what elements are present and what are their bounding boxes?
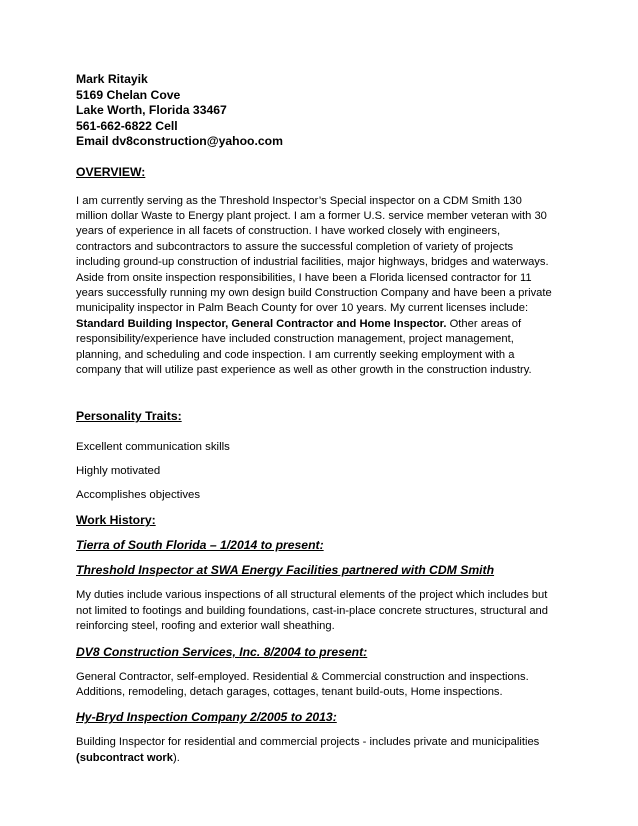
- overview-line: contractors and subcontractors to assure the successful completion of variety of projects: [76, 240, 514, 253]
- job-threshold-heading: Threshold Inspector at SWA Energy Facilities partnered with CDM Smith: [76, 563, 495, 578]
- resume-page: [76, 72, 566, 766]
- overview-line: Aside from onsite inspection responsibilities, I have been a Florida licensed contractor for 11: [76, 271, 532, 284]
- overview-paragraph: [76, 194, 566, 379]
- duties-line: not limited to footings and building foundations, cast-in-place concrete structures, structural and: [76, 604, 548, 617]
- overview-line: years of experience in all facets of construction. I have worked closely with engineers,: [76, 225, 501, 238]
- licenses-bold: Standard Building Inspector, General Contractor and Home Inspector.: [76, 317, 447, 330]
- dv8-line: Additions, remodeling, detach garages, cottages, tenant build-outs, Home inspections.: [76, 686, 503, 698]
- contact-phone: 561-662-6822 Cell: [76, 118, 178, 133]
- trait-item: Accomplishes objectives: [76, 489, 201, 502]
- trait-item: Highly motivated: [76, 465, 161, 478]
- work-history-heading: Work History:: [76, 513, 156, 528]
- overview-line: years successfully running my own design build Construction Company and have been a private: [76, 286, 552, 299]
- trait-item: Excellent communication skills: [76, 441, 230, 454]
- overview-line: company that will utilize past experience as well as other growth in the construction industry.: [76, 363, 532, 376]
- personality-heading: Personality Traits:: [76, 409, 182, 424]
- overview-line: responsibility/experience have included construction management, project management,: [76, 333, 514, 346]
- contact-email: Email dv8construction@yahoo.com: [76, 134, 283, 148]
- job-hybryd-heading: Hy-Bryd Inspection Company 2/2005 to 2013:: [76, 710, 337, 725]
- overview-line: planning, and scheduling and code inspection. I am currently seeking employment with a: [76, 348, 515, 361]
- job-dv8-heading: DV8 Construction Services, Inc. 8/2004 to present:: [76, 644, 368, 659]
- contact-street: 5169 Chelan Cove: [76, 87, 181, 102]
- overview-line-licenses: [76, 317, 566, 332]
- hybryd-line: Building Inspector for residential and commercial projects - includes private and municipalities: [76, 736, 540, 749]
- contact-city: Lake Worth, Florida 33467: [76, 103, 227, 117]
- overview-line: I am currently serving as the Threshold Inspector’s Special inspector on a CDM Smith 130: [76, 194, 522, 207]
- hybryd-end: ).: [172, 751, 180, 764]
- contact-name: Mark Ritayik: [76, 72, 148, 86]
- overview-heading: OVERVIEW:: [76, 164, 146, 179]
- dv8-paragraph: [76, 670, 566, 701]
- contact-block: [76, 72, 566, 150]
- duties-paragraph: [76, 588, 566, 634]
- overview-line: million dollar Waste to Energy plant project. I am a former U.S. service member veteran with 30: [76, 209, 547, 222]
- overview-line: including ground-up construction of industrial facilities, major highways, bridges and waterways.: [76, 256, 549, 269]
- hybryd-line-2: [76, 751, 566, 766]
- hybryd-paragraph: [76, 735, 566, 766]
- duties-line: reinforcing steel, roofing and exterior wall sheathing.: [76, 620, 335, 633]
- duties-line: My duties include various inspections of all structural elements of the project which includes but: [76, 589, 548, 602]
- job-tierra-heading: Tierra of South Florida – 1/2014 to present:: [76, 538, 324, 553]
- dv8-line: General Contractor, self-employed. Residential & Commercial construction and inspections.: [76, 670, 529, 683]
- licenses-after: Other areas of: [446, 317, 522, 330]
- overview-line: municipality inspector in Palm Beach County for over 10 years. My current licenses include:: [76, 302, 529, 315]
- subcontract-bold: (subcontract work: [76, 751, 173, 764]
